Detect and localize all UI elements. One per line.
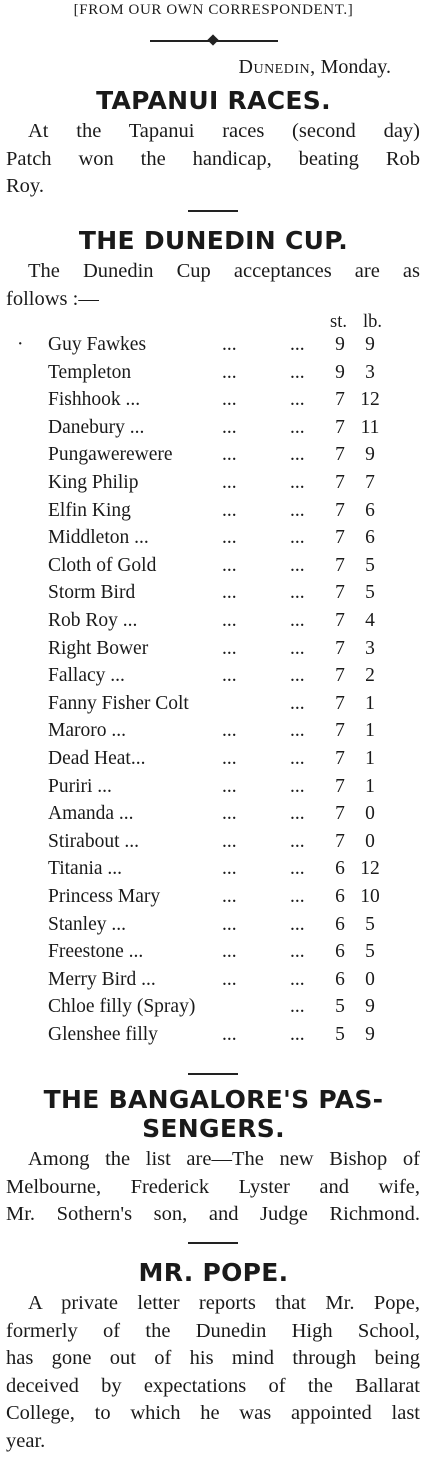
leader-dots: ...	[222, 748, 237, 769]
leader-dots: ...	[222, 665, 237, 687]
section-rule	[188, 1242, 238, 1244]
leader-dots: ...	[222, 527, 237, 549]
dateline	[239, 56, 391, 79]
weight-pounds: 9	[365, 444, 375, 466]
horse-name: Right Bower	[48, 637, 149, 659]
leader-dots: ...	[290, 527, 305, 549]
weight-pounds: 1	[365, 692, 375, 714]
horse-name: Stirabout ...	[48, 830, 139, 852]
pope-heading: MR. POPE.	[138, 1258, 289, 1287]
acceptance-row	[0, 582, 427, 610]
leader-dots: ...	[222, 416, 237, 438]
weight-stone: 7	[335, 444, 345, 466]
acceptance-row	[0, 527, 427, 555]
leader-dots: ...	[222, 472, 237, 493]
acceptance-row	[0, 638, 427, 666]
weight-stone: 9	[335, 361, 345, 383]
leader-dots: ...	[290, 858, 305, 880]
weight-pounds: 1	[365, 775, 375, 797]
weight-stone: 7	[335, 748, 345, 769]
leader-dots: ...	[222, 554, 237, 576]
leader-dots: ...	[222, 968, 237, 990]
leader-dots: ...	[222, 389, 237, 411]
weight-pounds: 1	[365, 748, 375, 769]
bangalore-paragraph	[6, 1146, 420, 1229]
leader-dots: ...	[290, 610, 305, 631]
weight-stone: 6	[335, 886, 345, 907]
leader-dots: ...	[290, 692, 305, 714]
pope-paragraph	[6, 1290, 420, 1455]
col-header-lb: lb.	[363, 312, 383, 332]
weight-stone: 6	[335, 858, 345, 880]
bangalore-line: Among the list are—The new Bishop of	[28, 1148, 420, 1170]
acceptance-row	[0, 803, 427, 831]
leader-dots: ...	[290, 941, 305, 963]
weight-stone: 6	[335, 968, 345, 990]
weight-pounds: 1	[365, 720, 375, 742]
weight-pounds: 7	[365, 472, 375, 493]
leader-dots: ...	[222, 637, 237, 659]
weight-pounds: 9	[365, 996, 375, 1018]
acceptance-row	[0, 610, 427, 638]
acceptance-row	[0, 858, 427, 886]
acceptance-row	[0, 555, 427, 583]
weight-pounds: 5	[365, 913, 375, 935]
weight-stone: 7	[335, 499, 345, 521]
leader-dots: ...	[290, 996, 305, 1018]
acceptance-row	[0, 996, 427, 1024]
horse-name: Fallacy ...	[48, 665, 125, 687]
horse-name: Maroro ...	[48, 720, 126, 742]
horse-name: Fishhook ...	[48, 389, 141, 411]
col-header-st: st.	[330, 312, 347, 332]
weight-pounds: 5	[365, 941, 375, 963]
horse-name: Glenshee filly	[48, 1024, 158, 1045]
weight-stone: 7	[335, 637, 345, 659]
weight-pounds: 0	[365, 803, 375, 825]
weight-pounds: 9	[365, 334, 375, 355]
leader-dots: ...	[222, 499, 237, 521]
acceptance-row	[0, 969, 427, 997]
acceptance-row	[0, 334, 427, 362]
leader-dots: ...	[290, 968, 305, 990]
dateline-day: Monday.	[320, 56, 391, 78]
acceptance-row	[0, 914, 427, 942]
tapanui-line: Roy.	[6, 175, 44, 197]
leader-dots: ...	[222, 444, 237, 466]
diamond-rule	[150, 36, 278, 46]
weight-stone: 7	[335, 775, 345, 797]
horse-name: Freestone ...	[48, 941, 144, 963]
weight-stone: 7	[335, 416, 345, 438]
weight-pounds: 6	[365, 499, 375, 521]
diamond-icon	[207, 34, 218, 45]
horse-name: Puriri ...	[48, 775, 112, 797]
leader-dots: ...	[222, 775, 237, 797]
weight-stone: 9	[335, 334, 345, 355]
leader-dots: ...	[290, 554, 305, 576]
leader-dots: ...	[290, 803, 305, 825]
weight-stone: 7	[335, 830, 345, 852]
pope-line: deceived by expectations of the Ballarat	[6, 1374, 420, 1397]
tapanui-line: Patch won the handicap, beating Rob	[6, 147, 420, 170]
row-bullet: ·	[17, 334, 24, 355]
weight-pounds: 12	[360, 858, 380, 880]
acceptance-row	[0, 665, 427, 693]
weight-stone: 6	[335, 913, 345, 935]
horse-name: Cloth of Gold	[48, 554, 157, 576]
leader-dots: ...	[290, 499, 305, 521]
horse-name: Middleton ...	[48, 527, 149, 549]
correspondent-line: [FROM OUR OWN CORRESPONDENT.]	[73, 2, 354, 18]
leader-dots: ...	[290, 913, 305, 935]
weight-stone: 7	[335, 554, 345, 576]
horse-name: Storm Bird	[48, 582, 136, 604]
weight-pounds: 0	[365, 968, 375, 990]
acceptance-row	[0, 444, 427, 472]
acceptance-row	[0, 831, 427, 859]
weight-pounds: 5	[365, 582, 375, 604]
leader-dots: ...	[222, 803, 237, 825]
bangalore-heading	[0, 1085, 427, 1143]
bangalore-heading-line: SENGERS.	[142, 1114, 285, 1143]
weight-pounds: 3	[365, 361, 375, 383]
dateline-place: Dunedin,	[238, 56, 316, 78]
leader-dots: ...	[290, 637, 305, 659]
leader-dots: ...	[222, 720, 237, 742]
leader-dots: ...	[290, 472, 305, 493]
weight-stone: 7	[335, 582, 345, 604]
leader-dots: ...	[222, 582, 237, 604]
leader-dots: ...	[222, 361, 237, 383]
leader-dots: ...	[222, 913, 237, 935]
leader-dots: ...	[222, 334, 237, 355]
horse-name: Princess Mary	[48, 886, 161, 907]
acceptance-row	[0, 748, 427, 776]
weight-pounds: 2	[365, 665, 375, 687]
leader-dots: ...	[290, 361, 305, 383]
acceptance-row	[0, 886, 427, 914]
weight-stone: 7	[335, 472, 345, 493]
leader-dots: ...	[290, 389, 305, 411]
weight-stone: 5	[335, 1024, 345, 1045]
acceptance-row	[0, 776, 427, 804]
acceptance-row	[0, 472, 427, 500]
weight-pounds: 5	[365, 554, 375, 576]
weight-stone: 7	[335, 389, 345, 411]
weight-pounds: 6	[365, 527, 375, 549]
bangalore-heading-line: THE BANGALORE'S PAS-	[43, 1085, 384, 1114]
leader-dots: ...	[290, 886, 305, 907]
pope-line: has gone out of his mind through being	[6, 1347, 420, 1369]
horse-name: Stanley ...	[48, 913, 126, 935]
section-rule	[188, 1073, 238, 1075]
horse-name: Fanny Fisher Colt	[48, 692, 189, 714]
weight-stone: 7	[335, 665, 345, 687]
weight-pounds: 11	[360, 416, 380, 438]
leader-dots: ...	[222, 858, 237, 880]
horse-name: Templeton	[48, 361, 132, 383]
bangalore-line: Melbourne, Frederick Lyster and wife,	[6, 1175, 420, 1198]
weight-pounds: 3	[365, 637, 375, 659]
acceptance-row	[0, 693, 427, 721]
weight-pounds: 4	[365, 610, 375, 631]
leader-dots: ...	[222, 1024, 237, 1045]
horse-name: King Philip	[48, 472, 139, 493]
leader-dots: ...	[290, 775, 305, 797]
horse-name: Amanda ...	[48, 803, 134, 825]
acceptance-row	[0, 500, 427, 528]
tapanui-line: At the Tapanui races (second day)	[28, 120, 420, 142]
weight-pounds: 10	[360, 886, 380, 907]
weight-stone: 6	[335, 941, 345, 963]
leader-dots: ...	[290, 748, 305, 769]
leader-dots: ...	[222, 830, 237, 852]
horse-name: Elfin King	[48, 499, 131, 521]
weight-stone: 5	[335, 996, 345, 1018]
weight-pounds: 0	[365, 830, 375, 852]
horse-name: Danebury ...	[48, 416, 145, 438]
acceptance-row	[0, 720, 427, 748]
leader-dots: ...	[290, 1024, 305, 1045]
pope-line: formerly of the Dunedin High School,	[6, 1319, 420, 1342]
acceptance-row	[0, 362, 427, 390]
cup-intro	[6, 258, 420, 313]
acceptance-row	[0, 1024, 427, 1052]
pope-line: College, to which he was appointed last	[6, 1402, 420, 1424]
acceptance-row	[0, 941, 427, 969]
weight-stone: 7	[335, 610, 345, 631]
acceptance-row	[0, 389, 427, 417]
horse-name: Titania ...	[48, 858, 123, 880]
pope-line: year.	[6, 1429, 46, 1452]
leader-dots: ...	[290, 720, 305, 742]
weight-stone: 7	[335, 803, 345, 825]
leader-dots: ...	[222, 886, 237, 907]
cup-heading: THE DUNEDIN CUP.	[78, 226, 349, 255]
leader-dots: ...	[290, 444, 305, 466]
bangalore-line: Mr. Sothern's son, and Judge Richmond.	[6, 1203, 420, 1225]
leader-dots: ...	[222, 610, 237, 631]
leader-dots: ...	[290, 830, 305, 852]
weight-stone: 7	[335, 692, 345, 714]
pope-line: A private letter reports that Mr. Pope,	[28, 1292, 420, 1314]
leader-dots: ...	[222, 941, 237, 963]
leader-dots: ...	[290, 334, 305, 355]
horse-name: Guy Fawkes	[48, 334, 147, 355]
horse-name: Merry Bird ...	[48, 968, 156, 990]
tapanui-heading: TAPANUI RACES.	[96, 86, 331, 115]
weight-stone: 7	[335, 527, 345, 549]
horse-name: Chloe filly (Spray)	[48, 996, 196, 1018]
section-rule	[188, 210, 238, 212]
leader-dots: ...	[290, 416, 305, 438]
tapanui-paragraph	[6, 118, 420, 201]
cup-intro-line: The Dunedin Cup acceptances are as	[28, 260, 420, 282]
leader-dots: ...	[290, 665, 305, 687]
horse-name: Rob Roy ...	[48, 610, 138, 631]
horse-name: Pungawerewere	[48, 444, 173, 466]
leader-dots: ...	[290, 582, 305, 604]
cup-intro-line: follows :—	[6, 287, 99, 310]
acceptance-row	[0, 417, 427, 445]
horse-name: Dead Heat...	[48, 748, 146, 769]
weight-pounds: 12	[360, 389, 380, 411]
weight-pounds: 9	[365, 1024, 375, 1045]
weight-stone: 7	[335, 720, 345, 742]
